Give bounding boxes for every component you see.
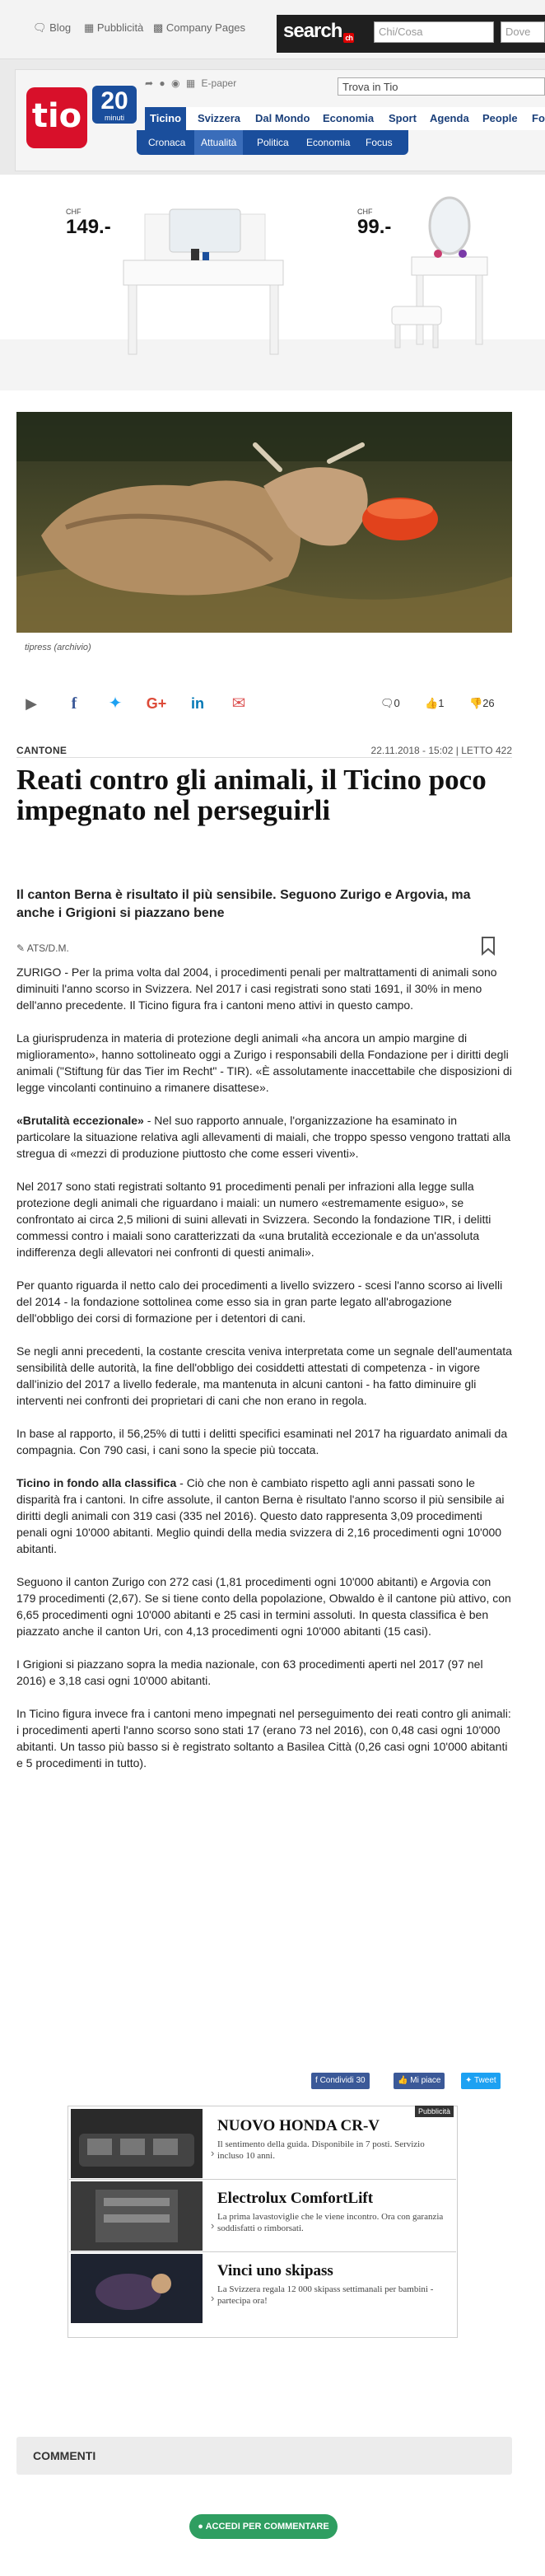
user-icon[interactable]: ●: [159, 77, 167, 89]
ad-right-price: 99.-: [357, 216, 392, 238]
tweet-button[interactable]: [461, 2073, 501, 2089]
search-ch-logo-text: search: [283, 20, 342, 42]
paragraph-lead: Ticino in fondo alla classifica: [16, 1476, 177, 1489]
nav-people[interactable]: People: [482, 112, 518, 124]
like-counter[interactable]: [425, 697, 444, 710]
article-datetime: 22.11.2018 - 15:02 | LETTO 422: [370, 745, 512, 756]
thumbs-up-icon: 👍: [425, 697, 439, 709]
article-paragraph: [16, 1178, 512, 1260]
promo-title: Electrolux ComfortLift: [217, 2190, 374, 2207]
facebook-like-button[interactable]: [394, 2073, 445, 2089]
promo-title: Vinci uno skipass: [217, 2262, 333, 2279]
email-icon[interactable]: ✉: [231, 694, 246, 713]
paragraph-text: Seguono il canton Zurigo con 272 casi (1,81 procedimenti ogni 10'000 abitanti) e Argovia con 179 procedimenti (2,67). Se si tiene conto della popolazione, Obwaldo è il cantone più attivo, con 6,65 procedimenti ogni 10'000 abitanti e 25 casi in termini assoluti. In questa classifica è ben piazzato anche il canton Uri, con 4,13 procedimenti ogni 10'000 abitanti (15 casi).: [16, 1575, 511, 1638]
promo-text: La prima lavastoviglie che le viene incontro. Ora con garanzia soddisfatti o rimborsati.: [217, 2212, 444, 2233]
topbar-link-label: Blog: [49, 21, 72, 34]
20-minuti-number: 20: [100, 87, 128, 115]
article-title: Reati contro gli animali, il Ticino poco impegnato nel perseguirli: [16, 764, 487, 826]
login-to-comment-button[interactable]: [189, 2514, 338, 2539]
login-to-comment-label: ACCEDI PER COMMENTARE: [205, 2522, 329, 2532]
topbar-link-blog[interactable]: [33, 21, 71, 35]
byline: [16, 942, 69, 954]
article-paragraph: [16, 1656, 512, 1689]
subnav-focus[interactable]: Focus: [366, 137, 393, 148]
chevron-right-icon: ›: [211, 2219, 215, 2232]
search-what-input[interactable]: Chi/Cosa: [374, 21, 494, 43]
article-reads: LETTO 422: [461, 745, 512, 756]
article-paragraph: [16, 1030, 512, 1096]
search-ch-logo[interactable]: [283, 20, 354, 43]
ad-banner[interactable]: [0, 175, 545, 390]
utility-icons: [145, 77, 236, 89]
tio-logo[interactable]: tio: [26, 87, 87, 148]
nav-fo[interactable]: Fo: [532, 112, 545, 124]
chevron-right-icon: ›: [211, 2147, 215, 2159]
promo-item[interactable]: [69, 2180, 456, 2252]
nav-agenda[interactable]: Agenda: [430, 112, 469, 124]
topbar-link-label: Pubblicità: [96, 21, 144, 34]
paragraph-text: - Ciò che non è cambiato rispetto agli anni passati sono le disparità fra i cantoni. In cifre assolute, il canton Berna è risultato l'anno scorso il più sensibile ai diritti degli animali con 319 casi (335 nel 2016). Questo dato rappresenta 3,09 procedimenti penali ogni 10'000 abitanti. Meglio quindi della media svizzera di 2,16 procedimenti ogni 10'000 abitanti.: [16, 1476, 505, 1555]
comments-count: 0: [394, 697, 400, 709]
subnav-attualita[interactable]: Attualità: [194, 130, 243, 155]
lock-icon: ●: [198, 2522, 203, 2532]
tweet-label: Tweet: [474, 2076, 496, 2085]
paragraph-text: Per quanto riguarda il netto calo dei procedimenti a livello svizzero - scesi l'anno scorso ai livelli del 2014 - la fondazione sottolinea come esso sia in gran parte legato all'abrogazione dell'obbligo dei corsi di formazione per i detentori di cani.: [16, 1279, 503, 1325]
paragraph-text: La giurisprudenza in materia di protezione degli animali «ha ancora un ampio margine di miglioramento», hanno sottolineato oggi a Zurigo i responsabili della Fondazione per i diritti degli animali ("Stiftung für das Tier im Recht" - TIR). «È assolutamente inaccettabile che disposizioni di legge vincolanti continuino a rimanere disattese».: [16, 1031, 512, 1094]
facebook-share-button[interactable]: [311, 2073, 370, 2089]
article-image: [16, 412, 512, 633]
paragraph-text: In base al rapporto, il 56,25% di tutti i delitti specifici esaminati nel 2017 ha riguardato animali da compagnia. Con 790 casi, i cani sono la specie più toccata.: [16, 1427, 508, 1456]
paragraph-lead: «Brutalità eccezionale»: [16, 1114, 144, 1127]
thumbs-up-icon: 👍: [398, 2076, 408, 2085]
search-where-input[interactable]: Dove: [501, 21, 545, 43]
chevron-right-icon: ›: [211, 2292, 215, 2304]
sub-nav: [137, 130, 408, 155]
article-paragraph: [16, 1112, 512, 1162]
facebook-icon[interactable]: f: [71, 694, 77, 713]
promo-text: La Svizzera regala 12 000 skipass settimanali per bambini - partecipa ora!: [217, 2284, 434, 2306]
promo-thumbnail: [71, 2181, 203, 2251]
epaper-link[interactable]: E-paper: [201, 77, 237, 89]
share-row: [16, 689, 512, 723]
search-ch-logo-badge: ch: [345, 34, 352, 42]
likes-count: 1: [438, 697, 445, 709]
twitter-icon[interactable]: ✦: [108, 694, 123, 713]
ad-furniture-illustration: [0, 175, 545, 390]
20-minuti-sub: minuti: [104, 114, 124, 122]
pencil-icon: ✎: [16, 942, 26, 954]
rss-icon[interactable]: ◉: [171, 77, 182, 89]
article-paragraph: [16, 1277, 512, 1326]
article-paragraph: [16, 1475, 512, 1557]
linkedin-icon[interactable]: in: [191, 695, 204, 712]
promo-item[interactable]: [69, 2252, 456, 2325]
byline-author: ATS/D.M.: [26, 942, 69, 954]
comments-heading: COMMENTI: [33, 2449, 96, 2462]
facebook-share-count: 30: [356, 2076, 366, 2085]
article-paragraph: [16, 964, 512, 1013]
google-plus-icon[interactable]: G+: [146, 695, 167, 712]
subnav-economia[interactable]: Economia: [306, 137, 351, 148]
site-search-input[interactable]: Trova in Tio: [338, 77, 545, 96]
section-label[interactable]: CANTONE: [16, 745, 68, 756]
article-date: 22.11.2018 - 15:02: [370, 745, 454, 756]
article-paragraph: [16, 1425, 512, 1458]
nav-ticino[interactable]: Ticino: [145, 107, 186, 130]
promo-thumbnail: [71, 2109, 203, 2178]
paragraph-text: ZURIGO - Per la prima volta dal 2004, i procedimenti penali per maltrattamenti di animali sono diminuiti l'anno scorso in Svizzera. Nel 2017 i casi registrati sono stati 1691, il 30% in meno dell'anno precedente. Il Ticino figura fra i cantoni meno attivi in questo campo.: [16, 965, 497, 1012]
nav-svizzera[interactable]: Svizzera: [198, 112, 241, 124]
grid-icon[interactable]: ▦: [185, 77, 198, 89]
topbar-link-pubblicita[interactable]: [84, 21, 143, 35]
paragraph-text: Nel 2017 sono stati registrati soltanto 91 procedimenti penali per infrazioni alla legge sulla protezione degli animali che riguardano i maiali: un numero «estremamente esiguo», se confrontato ai circa 2,5 milioni di suini allevati in Svizzera. Secondo la fondazione TIR, i delitti commessi contro i maiali sono caratterizzati da «una brutalità eccezionale e da un'assoluta indifferenza degli allevatori nei confronti di questi animali».: [16, 1180, 491, 1259]
facebook-like-label: Mi piace: [410, 2076, 441, 2085]
article-paragraph: [16, 1705, 512, 1771]
subnav-politica[interactable]: Politica: [257, 137, 289, 148]
promo-thumbnail: [71, 2254, 203, 2323]
ad-left-currency: CHF: [66, 208, 82, 216]
facebook-share-label: Condividi: [319, 2076, 354, 2085]
advertising-badge: Pubblicità: [415, 2106, 454, 2117]
topbar-link-company-pages[interactable]: [153, 21, 245, 35]
article-body: [16, 964, 512, 1788]
share-icon[interactable]: ➦: [145, 77, 156, 89]
topbar-link-label: Company Pages: [165, 21, 246, 34]
article-paragraph: [16, 1343, 512, 1409]
subnav-cronaca[interactable]: Cronaca: [148, 137, 186, 148]
facebook-icon: f: [315, 2076, 318, 2085]
paragraph-text: - Nel suo rapporto annuale, l'organizzazione ha esaminato in particolare la situazione relativa agli allevamenti di maiali, che troppo spesso vengono trattati alla stregua di «mezzi di produzione piuttosto che come esseri viventi».: [16, 1114, 510, 1160]
chat-icon: 🗨: [33, 21, 47, 34]
paragraph-text: Se negli anni precedenti, la costante crescita veniva interpretata come un segnale dell'aumentata sensibilità delle autorità, la fine dell'obbligo dei cosiddetti attestati di competenza - in vigore dall'inizio del 2017 a livello federale, ma mantenuta in alcuni cantoni - ha fatto diminuire gli interventi nei confronti dei proprietari di cani che non erano in regola.: [16, 1344, 512, 1407]
dislikes-count: 26: [482, 697, 495, 709]
article-subtitle: Il canton Berna è risultato il più sensibile. Seguono Zurigo e Argovia, ma anche i Grigioni si piazzano bene: [16, 888, 471, 920]
thumbs-down-icon: 👎: [469, 697, 483, 709]
grid-icon: ▦: [84, 21, 95, 34]
dislike-counter[interactable]: [469, 697, 495, 710]
paragraph-text: I Grigioni si piazzano sopra la media nazionale, con 63 procedimenti aperti nel 2017 (97 nel 2016) e 3,18 casi ogni 10'000 abitanti.: [16, 1657, 483, 1687]
main-nav: [145, 107, 545, 130]
building-icon: ▩: [153, 21, 164, 34]
twitter-icon: ✦: [465, 2076, 473, 2085]
nav-economia[interactable]: Economia: [323, 112, 375, 124]
comments-counter[interactable]: [380, 697, 400, 710]
nav-dal-mondo[interactable]: Dal Mondo: [255, 112, 310, 124]
paragraph-text: In Ticino figura invece fra i cantoni meno impegnati nel perseguimento dei reati contro gli animali: i procedimenti aperti l'anno scorso sono stati 17 (erano 73 nel 2016), con 0,48 casi ogni 10'000 abitanti. Un tasso più basso si è registrato soltanto a Basilea Città (0,26 casi ogni 10'000 abitanti e 5 procedimenti in tutto).: [16, 1707, 511, 1770]
ad-right-currency: CHF: [357, 208, 373, 216]
image-caption: tipress (archivio): [25, 643, 91, 652]
article-paragraph: [16, 1573, 512, 1639]
play-icon[interactable]: ▶: [26, 695, 37, 712]
nav-sport[interactable]: Sport: [389, 112, 417, 124]
bookmark-icon[interactable]: [479, 936, 497, 956]
ad-left-price: 149.-: [66, 216, 111, 238]
promo-text: Il sentimento della guida. Disponibile in 7 posti. Servizio incluso 10 anni.: [217, 2139, 425, 2161]
comment-icon: 🗨: [380, 697, 394, 709]
promo-title: NUOVO HONDA CR-V: [217, 2117, 380, 2134]
promo-item[interactable]: [69, 2107, 456, 2180]
cow-photo: [16, 412, 512, 633]
20-minuti-logo[interactable]: [92, 86, 137, 124]
